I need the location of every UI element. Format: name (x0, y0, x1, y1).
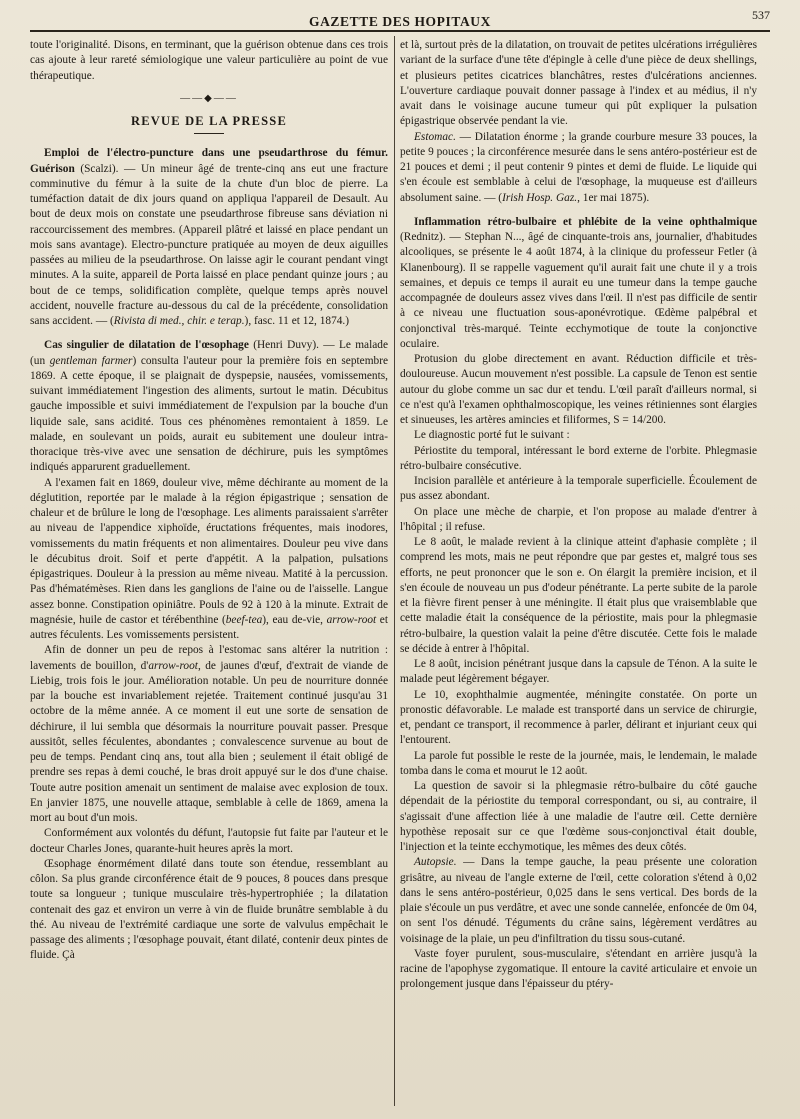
short-rule (194, 133, 224, 134)
article-heading: Emploi de l'électro-puncture dans une pseudarthrose du fémur. Guérison (30, 147, 388, 175)
article-oesophage: Cas singulier de dilatation de l'œsophage (Henri Duvy). — Le malade (un gentleman farmer) consulta l'auteur pour la première fois en septembre 1869. A cette époque, il se plaignait de dyspepsie, nausées, vomissements, suivant immédiatement l'ingestion des aliments, surtout le matin. Décubitus gauche impossible et suivi immédiatement de l'expulsion par la bouche d'un liquide sale, sans acidité. Tous ces phénomènes remontaient à 1859. Le malade, en soulevant un poids, aurait eu subitement une douleur intra-thoracique très-vive avec une sensation de déchirure, puis les symptômes indiqués apparurent graduellement. (30, 339, 388, 474)
paragraph: Autopsie. — Dans la tempe gauche, la peau présente une coloration grisâtre, au niveau de l'angle externe de l'œil, cette coloration s'étend à 0,02 dans le sens antéro-postérieur, 0,025 dans le sens vertical. Des bords de la plaie s'écoule un pus verdâtre, et avec une sonde cannelée, enfoncée de 0m 04, on sent l'os dénudé. Téguments du crâne sains, légèrement verdâtres au voisinage de la plaie, un peu d'infiltration du tissu sous-cutané. (400, 856, 757, 945)
running-title: GAZETTE DES HOPITAUX (308, 14, 492, 29)
article-inflammation: Inflammation rétro-bulbaire et phlébite de la veine ophthalmique (Rednitz). — Stephan N..., âgé de cinquante-trois ans, journalier, d'habitudes alcooliques, se présente le 4 août 1874, à la clinique du professeur Fetler (à Klanenbourg). Il se rappelle vaguement qu'il aurait fait une chute il y a trois semaines, et depuis ce temps il aurait eu une tumeur dans la tempe gauche accompagnée de douleurs assez vives dans l'œil. Il n'est pas difficile de sentir à ce niveau une fluctuation sous-aponévrotique. Œdème palpébral et conjonctival très-marqué. Teinte ecchymotique de toute la conjonctive oculaire. (400, 215, 757, 350)
paragraph: La parole fut possible le reste de la journée, mais, le lendemain, le malade tomba dans le coma et mourut le 12 août. (400, 749, 757, 777)
right-column (400, 38, 757, 1108)
article-heading: Inflammation rétro-bulbaire et phlébite de la veine ophthalmique (414, 215, 757, 228)
paragraph: On place une mèche de charpie, et l'on propose au malade d'entrer à l'hôpital ; il refuse. (400, 505, 757, 533)
page-number: 537 (752, 8, 770, 22)
paragraph: Vaste foyer purulent, sous-musculaire, s'étendant en arrière jusqu'à la racine de l'apophyse zygomatique. Il entoure la cavité articulaire et envoie un prolongement jusque dans l'épaisseur du ptéry- (400, 947, 757, 991)
paragraph: et là, surtout près de la dilatation, on trouvait de petites ulcérations irrégulières variant de la surface d'une tête d'épingle à celle d'une pièce de deux shellings, et plusieurs petites cicatrices blanchâtres, restes d'ulcérations anciennes. L'ouverture cardiaque pouvait donner passage à l'index et au médius, il n'y avait dans le voisinage aucune tumeur qui pût expliquer la pulsation épigastrique observée pendant la vie. (400, 39, 757, 128)
left-column (30, 38, 388, 1108)
citation-source: Rivista di med., chir. e terap. (113, 315, 245, 327)
paragraph: A l'examen fait en 1869, douleur vive, même déchirante au moment de la déglutition, reportée par le malade à la région épigastrique ; sensation de chaleur et de brûlure le long de l'œsophage. Les aliments paraissaient s'arrêter au niveau de l'appendice xiphoïde, éructations fréquentes, mais inodores, vomissements du matin fréquents et non alimentaires. Douleur peu vive dans le décubitus droit. Soif et perte d'appétit. A la palpation, pulsations épigastriques. Douleur à la pression au même niveau. Matité à la percussion. Pas d'hématémèses. Rien dans les ganglions de l'aine ou de l'aisselle. Langue assez bonne. Constipation opiniâtre. Pouls de 92 à 120 à la minute. Extrait de magnésie, huile de castor et térébenthine (beef-tea), eau de-vie, arrow-root et autres féculents. Les vomissements persistent. (30, 476, 388, 641)
paragraph: Le 8 août, le malade revient à la clinique atteint d'aphasie complète ; il comprend les mots, mais ne peut répondre que par gestes et, malgré tous ses efforts, ne peut prononcer que le son e. On élargit la première incision, et il s'en écoule de nouveau un pus d'odeur pénétrante. La perte subite de la parole et la fièvre firent penser à une méningite. Il était plus que vraisemblable que cette maladie était la conséquence de la périostite, mais pour la phlegmasie rétro-bulbaire, la question valait la peine d'être discutée. Cette fois le malade se décide à entrer à l'hôpital. (400, 536, 757, 655)
paragraph: Afin de donner un peu de repos à l'estomac sans altérer la nutrition : lavements de bouillon, d'arrow-root, de jaunes d'œuf, d'extrait de viande de Liebig, trois fois le jour. Amélioration notable. Un peu de nourriture donnée par la bouche est invariablement rejetée. Traitement continué jusqu'au 31 octobre de la même année. A ce moment il eut une sorte de sensation de déchirure, il lui sembla que désormais la nourriture pouvait passer. Presque aussitôt, selles féculentes, abondantes ; convalescence survenue au bout de peu de temps. Pendant cinq ans, tout alla bien ; seulement il était obligé de prendre ses repas à demi couché, le bras droit appuyé sur le dos d'une chaise. Toute autre position amenait un sentiment de malaise avec explosion de toux. En janvier 1875, une nouvelle attaque, semblable à celle de 1869, amena la mort au bout d'un mois. (30, 644, 388, 824)
paragraph: Le 8 août, incision pénétrant jusque dans la capsule de Ténon. A la suite le malade peut légèrement bégayer. (400, 658, 757, 686)
paragraph: Conformément aux volontés du défunt, l'autopsie fut faite par l'auteur et le docteur Charles Jones, quarante-huit heures après la mort. (30, 827, 388, 855)
article-electropuncture: Emploi de l'électro-puncture dans une pseudarthrose du fémur. Guérison (Scalzi). — Un mineur âgé de trente-cinq ans eut une fracture comminutive du fémur à la suite de la chute d'un bloc de pierre. La tuméfaction datait de dix jours quand on appliqua l'appareil de Desault. Au bout de deux mois on constate une pseudarthrose fibreuse sans déviation ni raccourcissement des membres. (Appareil plâtré et laissé en place pendant un mois sans avantage). Electro-puncture pratiquée au moyen de deux aiguilles passées au milieu de la pseudarthrose. On laisse agir le courant pendant vingt minutes. A la suite, appareil de Porta laissé en place pendant quinze jours ; au bout de ce temps, solidification complète, quelque temps après nouvel accident, nouvelle fracture au-dessous du cal de la précédente, consolidation sans accident. — (Rivista di med., chir. e terap.), fasc. 11 et 12, 1874.) (30, 147, 388, 327)
paragraph: Le diagnostic porté fut le suivant : (414, 429, 570, 442)
section-title: REVUE DE LA PRESSE (130, 114, 287, 128)
paragraph: Estomac. — Dilatation énorme ; la grande courbure mesure 33 pouces, la petite 9 pouces ; la circonférence mesurée dans le sens antéro-postérieur est de 21 pouces et demi ; il peut contenir 9 pintes et demi de fluide. Le liquide qui s'en écoule est semblable à celui de l'œsophage, la muqueuse est d'ailleurs absolument saine. — (Irish Hosp. Gaz., 1er mai 1875). (400, 130, 757, 204)
intro-paragraph: toute l'originalité. Disons, en terminant, que la guérison obtenue dans ces trois cas ajoute à leur rareté sémiologique une valeur particulière au point de vue thérapeutique. (30, 39, 388, 82)
article-heading: Cas singulier de dilatation de l'œsophage (44, 339, 249, 352)
page-header (30, 6, 770, 32)
paragraph: Œsophage énormément dilaté dans toute son étendue, ressemblant au côlon. Sa plus grande circonférence était de 9 pouces, 8 pouces dans presque toute sa longueur ; tunique musculaire très-hypertrophiée ; la dilatation contenait des gaz et environ un verre à vin de fluide brunâtre semblable à du thé. Au niveau de l'extrémité cardiaque une sorte de valvulus empêchait le passage des aliments ; l'œsophage pouvait, étant dilaté, contenir deux pintes de fluide. Çà (30, 857, 388, 962)
citation-source: Irish Hosp. Gaz. (502, 191, 578, 204)
paragraph: Protusion du globe directement en avant. Réduction difficile et très-douloureuse. Aucun mouvement n'est possible. La capsule de Tenon est sentie autour du globe comme un sac dur et tendu. L'œil paraît d'ailleurs normal, si ce n'est qu'à l'examen ophthalmoscopique, les veines rétiniennes sont élargies et sinueuses, les artères amincies et filiformes, S = 14/200. (400, 353, 757, 426)
paragraph: Incision parallèle et antérieure à la temporale superficielle. Écoulement de pus assez abondant. (400, 475, 757, 503)
column-divider (394, 36, 395, 1106)
header-rule (30, 30, 770, 32)
paragraph: Le 10, exophthalmie augmentée, méningite constatée. On porte un pronostic défavorable. Le malade est transporté dans un service de chirurgie, et, pendant ce transport, il recommence à parler, délirant et injuriant ceux qui l'entourent. (400, 688, 757, 747)
paragraph: Périostite du temporal, intéressant le bord externe de l'orbite. Phlegmasie rétro-bulbaire consécutive. (400, 444, 757, 472)
paragraph: La question de savoir si la phlegmasie rétro-bulbaire du côté gauche dépendait de la périostite du temporal correspondant, ou si, au contraire, il s'agissait d'une affection liée à une maladie de l'autre œil. Cette dernière hypothèse reposait sur ce que l'œdème sous-conjonctival était double, l'injection et la teinte ecchymotique, les mêmes des deux côtés. (400, 780, 757, 853)
ornament-divider: ——◆—— (180, 92, 238, 104)
